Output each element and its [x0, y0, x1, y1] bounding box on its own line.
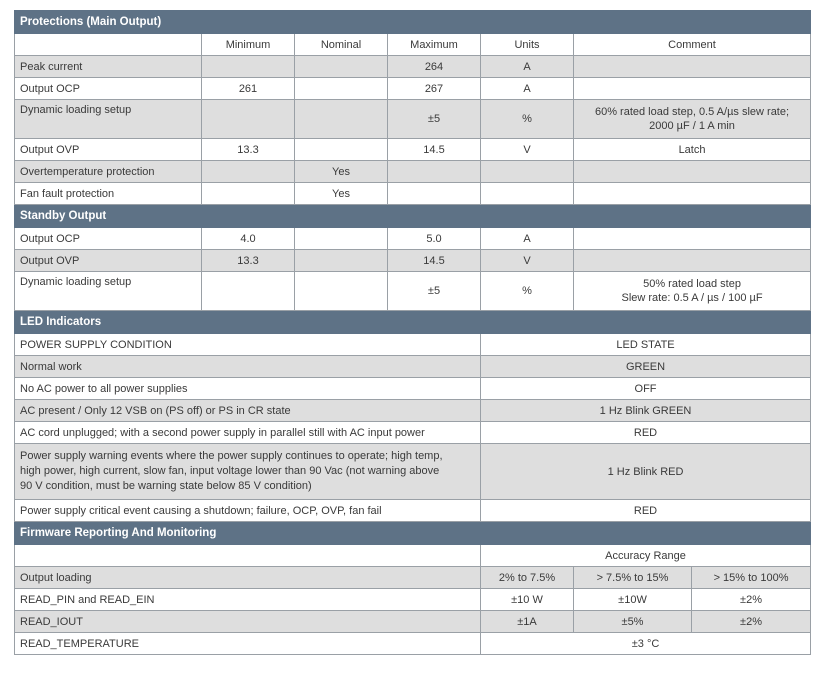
- table-row: Normal work GREEN: [15, 356, 811, 378]
- table-row: Dynamic loading setup ±5 % 50% rated load step Slew rate: 0.5 A / µs / 100 µF: [15, 272, 811, 311]
- comment-line: 2000 µF / 1 A min: [649, 120, 735, 132]
- led-section-header: [15, 311, 811, 334]
- header-led-state: LED STATE: [481, 334, 811, 356]
- header-nominal: Nominal: [295, 34, 388, 56]
- table-row: Fan fault protection Yes: [15, 183, 811, 205]
- header-accuracy-range: Accuracy Range: [481, 545, 811, 567]
- row-name: Output OCP: [15, 228, 202, 250]
- condition-line: Power supply warning events where the power supply continues to operate; high temp,: [20, 450, 443, 462]
- condition-line: 90 V condition, must be warning state below 85 V condition): [20, 480, 312, 492]
- comment-line: Slew rate: 0.5 A / µs / 100 µF: [621, 292, 763, 304]
- table-row: Output OVP 13.3 14.5 V Latch: [15, 139, 811, 161]
- table-row: Power supply critical event causing a shutdown; failure, OCP, OVP, fan fail RED: [15, 500, 811, 522]
- condition-line: high power, high current, slow fan, input voltage lower than 90 Vac (not warning above: [20, 465, 440, 477]
- row-name: Output OVP: [15, 250, 202, 272]
- table-row: No AC power to all power supplies OFF: [15, 378, 811, 400]
- firmware-section-header: [15, 522, 811, 545]
- firmware-title: Firmware Reporting And Monitoring: [15, 522, 811, 545]
- comment-line: 60% rated load step, 0.5 A/µs slew rate;: [594, 106, 790, 118]
- table-row: Output OCP 261 267 A: [15, 78, 811, 100]
- table-row: Overtemperature protection Yes: [15, 161, 811, 183]
- row-name: Dynamic loading setup: [15, 272, 202, 311]
- protections-column-headers: [15, 34, 811, 56]
- table-row: Output loading 2% to 7.5% > 7.5% to 15% > 15% to 100%: [15, 567, 811, 589]
- header-units: Units: [481, 34, 574, 56]
- header-condition: POWER SUPPLY CONDITION: [15, 334, 481, 356]
- spec-table: [14, 10, 811, 655]
- header-minimum: Minimum: [202, 34, 295, 56]
- table-row: READ_IOUT ±1A ±5% ±2%: [15, 611, 811, 633]
- header-maximum: Maximum: [388, 34, 481, 56]
- firmware-column-headers: [15, 545, 811, 567]
- protections-title: Protections (Main Output): [15, 11, 811, 34]
- table-row: Output OVP 13.3 14.5 V: [15, 250, 811, 272]
- standby-section-header: [15, 205, 811, 228]
- table-row: Dynamic loading setup ±5 % 60% rated load step, 0.5 A/µs slew rate; 2000 µF / 1 A min: [15, 100, 811, 139]
- led-title: LED Indicators: [15, 311, 811, 334]
- led-column-headers: [15, 334, 811, 356]
- protections-section-header: [15, 11, 811, 34]
- table-row: AC cord unplugged; with a second power supply in parallel still with AC input power RED: [15, 422, 811, 444]
- row-name: Fan fault protection: [15, 183, 202, 205]
- standby-title: Standby Output: [15, 205, 811, 228]
- table-row: READ_TEMPERATURE ±3 °C: [15, 633, 811, 655]
- table-row: Peak current 264 A: [15, 56, 811, 78]
- row-name: Dynamic loading setup: [15, 100, 202, 139]
- spec-sheet: [14, 10, 810, 655]
- row-name: Output OCP: [15, 78, 202, 100]
- comment-line: 50% rated load step: [643, 278, 741, 290]
- row-name: Peak current: [15, 56, 202, 78]
- row-name: Overtemperature protection: [15, 161, 202, 183]
- row-name: Output OVP: [15, 139, 202, 161]
- table-row: AC present / Only 12 VSB on (PS off) or PS in CR state 1 Hz Blink GREEN: [15, 400, 811, 422]
- table-row: Power supply warning events where the power supply continues to operate; high temp, high power, high current, slow fan, input voltage lower than 90 Vac (not warning above 90 V condition, must be warning state below 85 V condition) 1 Hz Blink RED: [15, 444, 811, 500]
- table-row: READ_PIN and READ_EIN ±10 W ±10W ±2%: [15, 589, 811, 611]
- table-row: Output OCP 4.0 5.0 A: [15, 228, 811, 250]
- header-comment: Comment: [574, 34, 811, 56]
